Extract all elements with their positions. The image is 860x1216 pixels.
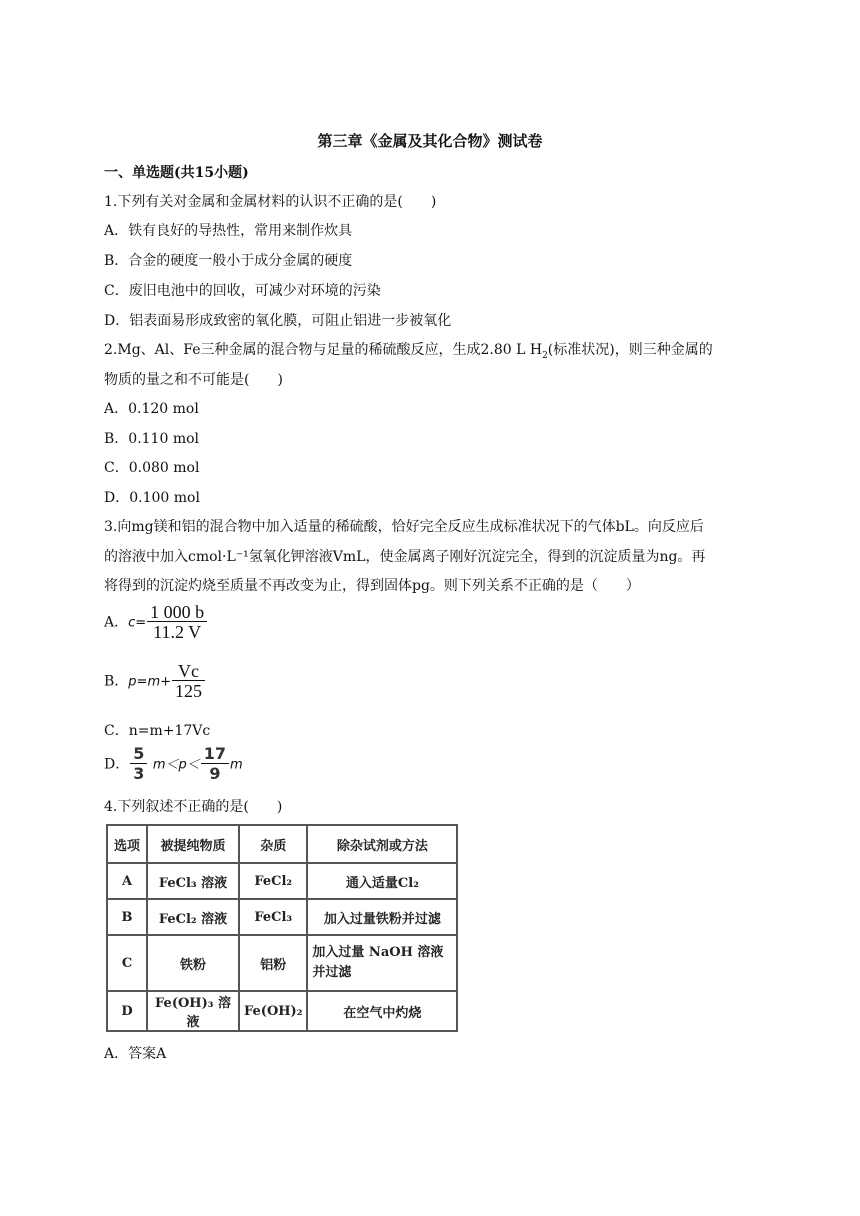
q4-table <box>106 824 458 1032</box>
table-cell: 加入过量 NaOH 溶液并过滤 <box>307 935 457 991</box>
table-cell: A <box>107 863 147 899</box>
q3-d-f2-numerator: 17 <box>201 745 229 764</box>
table-cell: FeCl₃ 溶液 <box>147 863 239 899</box>
table-row <box>107 899 457 935</box>
q3-option-d <box>104 745 243 784</box>
q1-option-a: A．铁有良好的导热性，常用来制作炊具 <box>104 223 353 239</box>
table-row <box>107 991 457 1031</box>
table-cell: D <box>107 991 147 1031</box>
q1-option-b: B．合金的硬度一般小于成分金属的硬度 <box>104 253 353 269</box>
q3-d-end: m <box>230 757 243 773</box>
q2-option-b: B．0.110 mol <box>104 431 199 447</box>
q2-option-d: D．0.100 mol <box>104 490 200 506</box>
table-cell: 在空气中灼烧 <box>307 991 457 1031</box>
q3-d-label: D． <box>104 756 130 773</box>
q1-stem: 1.下列有关对金属和金属材料的认识不正确的是( ) <box>104 194 437 210</box>
q1-option-d: D．铝表面易形成致密的氧化膜，可阻止铝进一步被氧化 <box>104 313 452 329</box>
q2-stem-pre: 2.Mg、Al、Fe三种金属的混合物与足量的稀硫酸反应，生成2.80 L H <box>104 342 543 358</box>
table-row <box>107 863 457 899</box>
q3-b-label: B． <box>104 673 129 690</box>
table-cell: Fe(OH)₃ 溶液 <box>147 991 239 1031</box>
q3-option-b <box>104 662 206 701</box>
table-cell: B <box>107 899 147 935</box>
q3-a-label: A． <box>104 614 129 631</box>
q4-header-option: 选项 <box>107 825 147 863</box>
q3-b-fraction <box>172 662 205 701</box>
q3-d-f1-denominator: 3 <box>133 764 145 783</box>
q3-a-fraction <box>147 603 207 642</box>
q4-stem: 4.下列叙述不正确的是( ) <box>104 799 283 815</box>
section-heading: 一、单选题(共15小题) <box>104 165 249 181</box>
q4-table-header-row <box>107 825 457 863</box>
table-cell: C <box>107 935 147 991</box>
q3-a-numerator: 1 000 b <box>147 603 207 622</box>
q3-d-f1-numerator: 5 <box>130 745 147 764</box>
q4-header-substance: 被提纯物质 <box>147 825 239 863</box>
table-cell: FeCl₃ <box>239 899 307 935</box>
q1-option-c: C．废旧电池中的回收，可减少对环境的污染 <box>104 283 381 299</box>
doc-title: 第三章《金属及其化合物》测试卷 <box>317 132 543 150</box>
table-cell: 铝粉 <box>239 935 307 991</box>
q3-stem-line1: 3.向mg镁和铝的混合物中加入适量的稀硫酸，恰好完全反应生成标准状况下的气体bL。向反应后 <box>104 519 704 535</box>
table-cell: Fe(OH)₂ <box>239 991 307 1031</box>
q3-d-fraction-2 <box>201 745 229 784</box>
q3-d-middle: m＜p＜ <box>152 757 200 773</box>
table-row <box>107 935 457 991</box>
q3-b-numerator: Vc <box>172 662 205 681</box>
q2-stem-line2: 物质的量之和不可能是( ) <box>104 372 283 388</box>
q3-option-c: C．n=m+17Vc <box>104 723 211 739</box>
q4-header-method: 除杂试剂或方法 <box>307 825 457 863</box>
q2-option-c: C．0.080 mol <box>104 460 200 476</box>
q2-stem-post: (标准状况)，则三种金属的 <box>547 342 713 358</box>
q3-stem-line2: 的溶液中加入cmol·L⁻¹氢氧化钾溶液VmL，使金属离子刚好沉淀完全，得到的沉淀质量为ng。再 <box>104 549 706 565</box>
q4-option-a: A．答案A <box>104 1046 167 1062</box>
q3-d-f2-denominator: 9 <box>209 764 221 783</box>
q3-a-denominator: 11.2 V <box>153 622 202 642</box>
q3-option-a <box>104 603 208 642</box>
table-cell: 加入过量铁粉并过滤 <box>307 899 457 935</box>
table-cell: FeCl₂ <box>239 863 307 899</box>
table-cell: 通入适量Cl₂ <box>307 863 457 899</box>
q3-b-denominator: 125 <box>175 681 202 701</box>
q2-stem-line1 <box>104 339 713 361</box>
q3-a-lhs: c= <box>128 615 147 631</box>
q3-d-fraction-1 <box>130 745 147 784</box>
table-cell: 铁粉 <box>147 935 239 991</box>
q2-stem-sub: 2 <box>542 350 548 361</box>
q3-stem-line3: 将得到的沉淀灼烧至质量不再改变为止，得到固体pg。则下列关系不正确的是（ ） <box>104 578 640 594</box>
table-cell: FeCl₂ 溶液 <box>147 899 239 935</box>
q3-b-lhs: p=m+ <box>128 674 171 690</box>
q4-header-impurity: 杂质 <box>239 825 307 863</box>
q2-option-a: A．0.120 mol <box>104 401 199 417</box>
